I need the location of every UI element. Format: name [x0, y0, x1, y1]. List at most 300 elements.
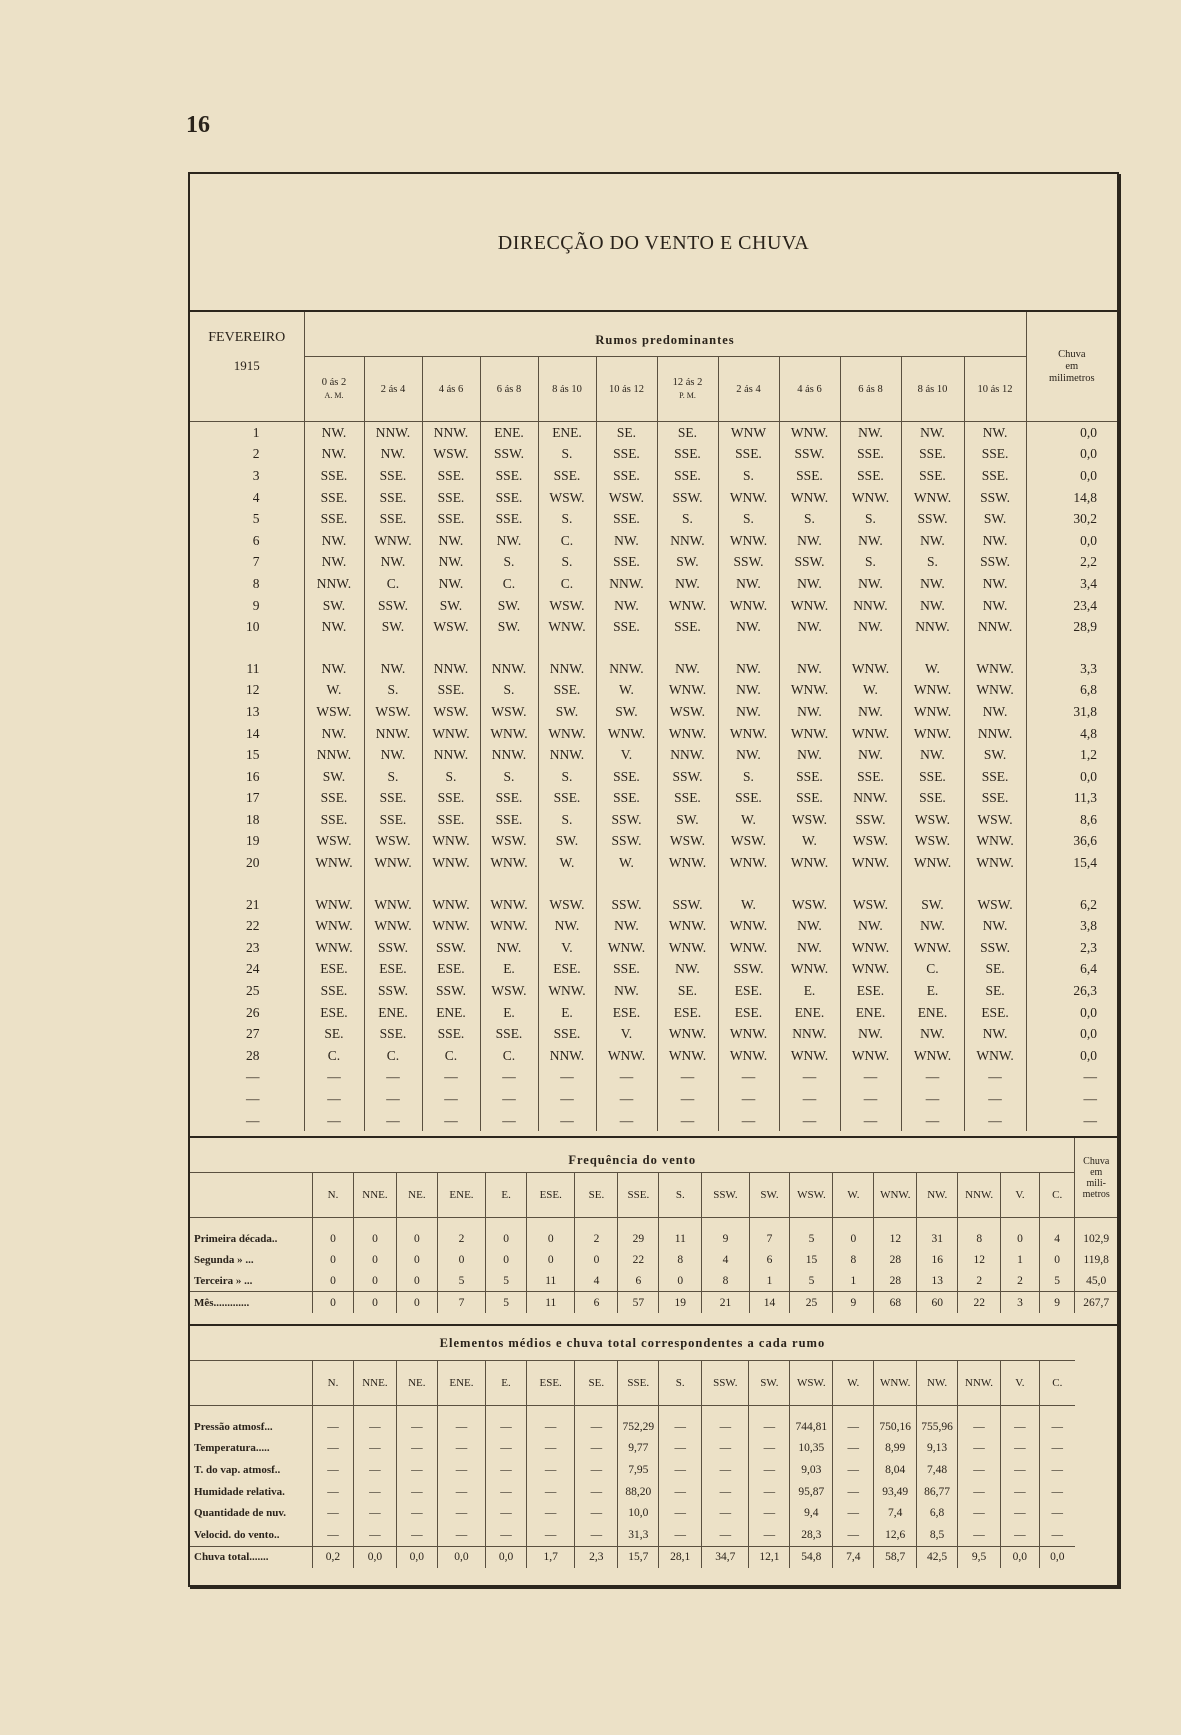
- direction-cell: NW.: [964, 573, 1026, 595]
- direction-column-header: E.: [486, 1173, 527, 1218]
- element-cell: 93,49: [874, 1481, 917, 1503]
- direction-cell: NNW.: [538, 1045, 596, 1067]
- direction-cell: WNW.: [304, 937, 364, 959]
- direction-cell: WNW.: [657, 915, 718, 937]
- direction-cell: NNW.: [657, 744, 718, 766]
- direction-cell: WNW.: [538, 616, 596, 638]
- rain-cell: 1,2: [1026, 744, 1117, 766]
- direction-cell: —: [901, 1088, 964, 1110]
- direction-cell: WSW.: [657, 701, 718, 723]
- direction-cell: —: [480, 1067, 538, 1089]
- direction-cell: SSE.: [596, 444, 657, 466]
- direction-cell: C.: [422, 1045, 480, 1067]
- direction-cell: WNW.: [901, 487, 964, 509]
- hour-label: 6 ás 8: [858, 383, 883, 395]
- direction-column-header: V.: [1001, 1361, 1040, 1406]
- table-row: [190, 1481, 1117, 1503]
- element-cell: 58,7: [874, 1546, 917, 1568]
- direction-cell: E.: [901, 980, 964, 1002]
- hour-label: 8 ás 10: [552, 383, 582, 395]
- direction-cell: WNW.: [657, 595, 718, 617]
- frequency-cell: 3: [1001, 1292, 1040, 1314]
- day-cell: 7: [252, 554, 260, 570]
- direction-cell: —: [840, 1067, 901, 1089]
- direction-cell: NNW.: [901, 616, 964, 638]
- direction-cell: NW.: [964, 1023, 1026, 1045]
- direction-cell: SSE.: [779, 766, 840, 788]
- element-cell: 0,2: [313, 1546, 354, 1568]
- direction-cell: ENE.: [840, 1002, 901, 1024]
- direction-cell: SW.: [901, 894, 964, 916]
- table-row: [190, 1045, 1117, 1067]
- direction-cell: ESE.: [538, 959, 596, 981]
- spacer: [901, 638, 964, 658]
- direction-cell: WNW.: [596, 937, 657, 959]
- direction-cell: SSE.: [304, 788, 364, 810]
- element-cell: 0,0: [486, 1546, 527, 1568]
- direction-cell: S.: [538, 766, 596, 788]
- rain-cell: 23,4: [1026, 595, 1117, 617]
- direction-cell: W.: [718, 809, 779, 831]
- direction-cell: WNW.: [779, 680, 840, 702]
- rain-cell: 3,4: [1026, 573, 1117, 595]
- frequency-cell: 0: [833, 1218, 874, 1250]
- direction-cell: NW.: [480, 530, 538, 552]
- frequency-cell: 0: [1001, 1218, 1040, 1250]
- direction-cell: SSE.: [422, 508, 480, 530]
- direction-cell: NW.: [964, 915, 1026, 937]
- element-cell: —: [702, 1481, 749, 1503]
- element-cell: —: [313, 1502, 354, 1524]
- hour-header: [538, 357, 596, 422]
- frequency-cell: 0: [486, 1218, 527, 1250]
- direction-cell: S.: [840, 552, 901, 574]
- direction-cell: SW.: [422, 595, 480, 617]
- element-cell: —: [958, 1459, 1001, 1481]
- direction-cell: E.: [480, 1002, 538, 1024]
- table-row: [190, 831, 1117, 853]
- direction-cell: SSW.: [364, 980, 422, 1002]
- direction-cell: —: [964, 1110, 1026, 1132]
- direction-cell: WSW.: [964, 809, 1026, 831]
- direction-cell: WNW.: [901, 937, 964, 959]
- day-cell: 16: [246, 768, 260, 784]
- direction-cell: —: [657, 1067, 718, 1089]
- table-row: [190, 680, 1117, 702]
- direction-cell: WSW.: [779, 894, 840, 916]
- direction-cell: SW.: [538, 701, 596, 723]
- direction-cell: NW.: [718, 616, 779, 638]
- spacer: [1026, 874, 1117, 894]
- element-cell: —: [749, 1481, 790, 1503]
- direction-cell: NW.: [901, 915, 964, 937]
- direction-column-header: N.: [313, 1173, 354, 1218]
- element-cell: 9,13: [917, 1438, 958, 1460]
- rain-cell: 6,8: [1026, 680, 1117, 702]
- element-cell: 8,5: [917, 1524, 958, 1546]
- direction-cell: SW.: [304, 766, 364, 788]
- day-cell: 26: [246, 1004, 260, 1020]
- direction-cell: NW.: [422, 552, 480, 574]
- direction-column-header: ESE.: [527, 1173, 575, 1218]
- element-cell: 31,3: [618, 1524, 659, 1546]
- rain-cell: 30,2: [1026, 508, 1117, 530]
- direction-cell: NW.: [364, 444, 422, 466]
- element-cell: —: [749, 1524, 790, 1546]
- element-cell: —: [353, 1502, 396, 1524]
- direction-column-header: NNW.: [958, 1361, 1001, 1406]
- element-cell: —: [702, 1406, 749, 1438]
- table-row: [190, 1438, 1117, 1460]
- day-cell: 14: [246, 725, 260, 741]
- direction-cell: SSE.: [480, 788, 538, 810]
- element-cell: —: [437, 1438, 485, 1460]
- direction-cell: WNW.: [901, 680, 964, 702]
- direction-cell: NNW.: [304, 573, 364, 595]
- direction-cell: SSE.: [901, 444, 964, 466]
- rain-cell: 11,3: [1026, 788, 1117, 810]
- group-gap: [190, 874, 1117, 894]
- element-cell: 86,77: [917, 1481, 958, 1503]
- direction-cell: NW.: [657, 658, 718, 680]
- element-cell: —: [958, 1438, 1001, 1460]
- direction-cell: SSW.: [964, 552, 1026, 574]
- direction-cell: SSE.: [422, 487, 480, 509]
- direction-cell: NW.: [422, 530, 480, 552]
- table-row: [190, 894, 1117, 916]
- direction-cell: SSE.: [596, 959, 657, 981]
- element-cell: 744,81: [790, 1406, 833, 1438]
- spacer: [718, 638, 779, 658]
- element-cell: 7,4: [833, 1546, 874, 1568]
- direction-cell: WSW.: [480, 980, 538, 1002]
- frequency-cell: 11: [527, 1292, 575, 1314]
- element-cell: —: [958, 1481, 1001, 1503]
- direction-cell: WNW.: [364, 530, 422, 552]
- direction-cell: ESE.: [718, 980, 779, 1002]
- direction-cell: WNW.: [422, 831, 480, 853]
- direction-cell: WNW.: [596, 723, 657, 745]
- direction-column-header: WNW.: [874, 1173, 917, 1218]
- direction-cell: SSE.: [596, 552, 657, 574]
- element-cell: —: [1001, 1481, 1040, 1503]
- frequency-cell: 0: [353, 1218, 396, 1250]
- element-cell: —: [353, 1481, 396, 1503]
- frequency-cell: 14: [749, 1292, 790, 1314]
- day-cell: 9: [252, 597, 260, 613]
- frequency-cell: 28: [874, 1249, 917, 1270]
- direction-cell: NNW.: [304, 744, 364, 766]
- rain-cell: 2,2: [1026, 552, 1117, 574]
- day-cell: 1: [252, 424, 260, 440]
- direction-cell: WNW.: [718, 530, 779, 552]
- frequency-cell: 15: [790, 1249, 833, 1270]
- direction-cell: WNW.: [779, 723, 840, 745]
- hour-header: [364, 357, 422, 422]
- element-cell: —: [353, 1406, 396, 1438]
- direction-cell: SSW.: [840, 809, 901, 831]
- direction-cell: —: [364, 1088, 422, 1110]
- table-frame: [188, 172, 1119, 1587]
- direction-cell: SE.: [304, 1023, 364, 1045]
- direction-cell: SW.: [964, 508, 1026, 530]
- direction-cell: NNW.: [480, 744, 538, 766]
- rain-cell: 4,8: [1026, 723, 1117, 745]
- direction-cell: E.: [538, 1002, 596, 1024]
- table-row: [190, 1110, 1117, 1132]
- direction-cell: —: [422, 1110, 480, 1132]
- direction-cell: —: [657, 1110, 718, 1132]
- spacer: [480, 638, 538, 658]
- table-row: [190, 422, 1117, 444]
- direction-cell: SSW.: [480, 444, 538, 466]
- frequency-cell: 2: [437, 1218, 485, 1250]
- direction-cell: WNW.: [779, 1045, 840, 1067]
- direction-column-header: C.: [1039, 1173, 1075, 1218]
- direction-cell: —: [304, 1088, 364, 1110]
- direction-cell: WNW.: [422, 852, 480, 874]
- day-cell: 8: [252, 575, 260, 591]
- day-cell: 4: [252, 489, 260, 505]
- day-cell: 12: [246, 682, 260, 698]
- direction-cell: WNW.: [964, 680, 1026, 702]
- direction-column-header: SE.: [575, 1361, 618, 1406]
- element-cell: 9,77: [618, 1438, 659, 1460]
- direction-cell: NW.: [596, 980, 657, 1002]
- hour-header: [779, 357, 840, 422]
- direction-cell: W.: [779, 831, 840, 853]
- frequency-cell: 0: [313, 1292, 354, 1314]
- rumos-header: Rumos predominantes: [304, 312, 1026, 357]
- element-cell: —: [575, 1406, 618, 1438]
- hour-label: 0 ás 2: [321, 377, 347, 388]
- element-cell: —: [437, 1406, 485, 1438]
- rain-cell: 0,0: [1026, 422, 1117, 444]
- direction-column-header: W.: [833, 1173, 874, 1218]
- frequency-cell: 0: [313, 1249, 354, 1270]
- direction-cell: —: [480, 1088, 538, 1110]
- frequency-cell: 0: [527, 1249, 575, 1270]
- frequency-cell: 6: [749, 1249, 790, 1270]
- frequency-cell: 5: [1039, 1270, 1075, 1292]
- spacer: [964, 638, 1026, 658]
- direction-cell: WNW.: [779, 595, 840, 617]
- hour-label: 2 ás 4: [380, 383, 406, 395]
- element-cell: —: [1039, 1524, 1075, 1546]
- direction-cell: NNW.: [422, 422, 480, 444]
- frequency-cell: 6: [618, 1270, 659, 1292]
- direction-cell: WNW.: [718, 915, 779, 937]
- direction-cell: NW.: [901, 422, 964, 444]
- element-cell: —: [396, 1524, 437, 1546]
- direction-column-header: SSE.: [618, 1173, 659, 1218]
- direction-cell: SSE.: [538, 788, 596, 810]
- element-cell: 750,16: [874, 1406, 917, 1438]
- table-row: [190, 1459, 1117, 1481]
- direction-cell: C.: [480, 573, 538, 595]
- row-label-header: [190, 1173, 313, 1218]
- frequency-cell: 0: [313, 1270, 354, 1292]
- direction-cell: SSW.: [364, 595, 422, 617]
- element-cell: —: [1001, 1459, 1040, 1481]
- direction-cell: —: [538, 1110, 596, 1132]
- direction-cell: WNW.: [538, 980, 596, 1002]
- direction-cell: —: [364, 1067, 422, 1089]
- rain-cell: 3,8: [1026, 915, 1117, 937]
- table-row: [190, 465, 1117, 487]
- element-cell: —: [833, 1438, 874, 1460]
- direction-cell: SSW.: [718, 552, 779, 574]
- element-cell: 12,1: [749, 1546, 790, 1568]
- direction-cell: C.: [901, 959, 964, 981]
- rain-cell: 2,3: [1026, 937, 1117, 959]
- direction-cell: SSE.: [964, 465, 1026, 487]
- direction-cell: SSW.: [657, 894, 718, 916]
- element-cell: —: [486, 1406, 527, 1438]
- direction-cell: W.: [718, 894, 779, 916]
- rain-cell: —: [1026, 1110, 1117, 1132]
- frequency-cell: 31: [917, 1218, 958, 1250]
- direction-cell: SSE.: [840, 766, 901, 788]
- direction-cell: WSW.: [964, 894, 1026, 916]
- direction-cell: NW.: [364, 658, 422, 680]
- hour-header: [596, 357, 657, 422]
- direction-cell: WNW.: [901, 701, 964, 723]
- direction-cell: SW.: [657, 809, 718, 831]
- title-block: [190, 174, 1117, 312]
- direction-cell: WNW.: [657, 723, 718, 745]
- direction-cell: S.: [480, 766, 538, 788]
- element-cell: 34,7: [702, 1546, 749, 1568]
- direction-cell: WNW.: [840, 852, 901, 874]
- table-row: [190, 616, 1117, 638]
- element-cell: —: [1001, 1502, 1040, 1524]
- direction-cell: —: [596, 1110, 657, 1132]
- direction-cell: NNW.: [840, 788, 901, 810]
- direction-column-header: S.: [659, 1173, 702, 1218]
- frequency-cell: 0: [353, 1292, 396, 1314]
- direction-cell: NW.: [657, 959, 718, 981]
- direction-cell: WSW.: [596, 487, 657, 509]
- day-cell: —: [246, 1112, 260, 1128]
- direction-cell: SW.: [304, 595, 364, 617]
- direction-cell: SE.: [964, 959, 1026, 981]
- direction-cell: SSE.: [964, 788, 1026, 810]
- direction-cell: NW.: [901, 1023, 964, 1045]
- direction-cell: SSE.: [657, 788, 718, 810]
- table-row: [190, 959, 1117, 981]
- direction-cell: NW.: [779, 573, 840, 595]
- direction-cell: SSE.: [779, 465, 840, 487]
- spacer: [596, 874, 657, 894]
- direction-cell: SSE.: [422, 1023, 480, 1045]
- day-cell: 18: [246, 811, 260, 827]
- direction-cell: WNW.: [718, 1023, 779, 1045]
- direction-cell: WNW.: [364, 852, 422, 874]
- direction-cell: WSW.: [304, 831, 364, 853]
- direction-cell: ESE.: [840, 980, 901, 1002]
- direction-cell: ESE.: [718, 1002, 779, 1024]
- direction-cell: ENE.: [779, 1002, 840, 1024]
- frequency-rain-header: Chuva em mili- metros: [1075, 1137, 1117, 1218]
- frequency-cell: 11: [527, 1270, 575, 1292]
- direction-cell: —: [718, 1088, 779, 1110]
- table-row: [190, 852, 1117, 874]
- frequency-cell: 9: [833, 1292, 874, 1314]
- element-cell: 0,0: [1039, 1546, 1075, 1568]
- day-cell: 10: [246, 619, 260, 635]
- group-gap: [190, 638, 1117, 658]
- direction-cell: WNW: [718, 422, 779, 444]
- frequency-cell: 5: [790, 1218, 833, 1250]
- direction-cell: NW.: [422, 573, 480, 595]
- table-row: [190, 444, 1117, 466]
- day-cell: 24: [246, 961, 260, 977]
- direction-cell: V.: [596, 1023, 657, 1045]
- row-label: Chuva total.......: [190, 1546, 313, 1568]
- hour-label: 12 ás 2: [672, 377, 703, 388]
- hour-label: 4 ás 6: [438, 383, 464, 395]
- element-cell: 88,20: [618, 1481, 659, 1503]
- direction-cell: WNW.: [901, 852, 964, 874]
- hour-header: [718, 357, 779, 422]
- direction-cell: WNW.: [596, 1045, 657, 1067]
- direction-cell: S.: [718, 465, 779, 487]
- direction-cell: SSW.: [422, 937, 480, 959]
- direction-cell: S.: [364, 680, 422, 702]
- direction-cell: SSE.: [364, 465, 422, 487]
- table-row: [190, 1546, 1117, 1568]
- direction-cell: NW.: [657, 573, 718, 595]
- element-cell: —: [958, 1502, 1001, 1524]
- rain-cell: 6,2: [1026, 894, 1117, 916]
- hour-header: [480, 357, 538, 422]
- direction-cell: —: [657, 1088, 718, 1110]
- direction-cell: WSW.: [304, 701, 364, 723]
- table-row: [190, 530, 1117, 552]
- frequency-cell: 1: [749, 1270, 790, 1292]
- direction-cell: NW.: [718, 744, 779, 766]
- direction-cell: WNW.: [304, 915, 364, 937]
- direction-cell: ESE.: [657, 1002, 718, 1024]
- element-cell: —: [1039, 1459, 1075, 1481]
- direction-cell: —: [422, 1067, 480, 1089]
- direction-cell: C.: [364, 573, 422, 595]
- rain-cell: 119,8: [1075, 1249, 1117, 1270]
- direction-cell: NNW.: [480, 658, 538, 680]
- mean-elements-table: [190, 1324, 1117, 1568]
- direction-cell: NNW.: [364, 723, 422, 745]
- direction-cell: SSE.: [480, 508, 538, 530]
- direction-cell: SSE.: [364, 788, 422, 810]
- direction-cell: WNW.: [480, 852, 538, 874]
- spacer: [779, 874, 840, 894]
- direction-cell: V.: [596, 744, 657, 766]
- direction-cell: SSE.: [364, 508, 422, 530]
- element-cell: —: [659, 1406, 702, 1438]
- direction-cell: SSE.: [304, 809, 364, 831]
- rain-cell: 26,3: [1026, 980, 1117, 1002]
- direction-cell: WNW.: [840, 959, 901, 981]
- frequency-cell: 2: [1001, 1270, 1040, 1292]
- direction-cell: SSE.: [596, 508, 657, 530]
- frequency-cell: 68: [874, 1292, 917, 1314]
- direction-column-header: ENE.: [437, 1361, 485, 1406]
- element-cell: 28,3: [790, 1524, 833, 1546]
- spacer: [364, 874, 422, 894]
- direction-column-header: V.: [1001, 1173, 1040, 1218]
- direction-cell: SSE.: [422, 680, 480, 702]
